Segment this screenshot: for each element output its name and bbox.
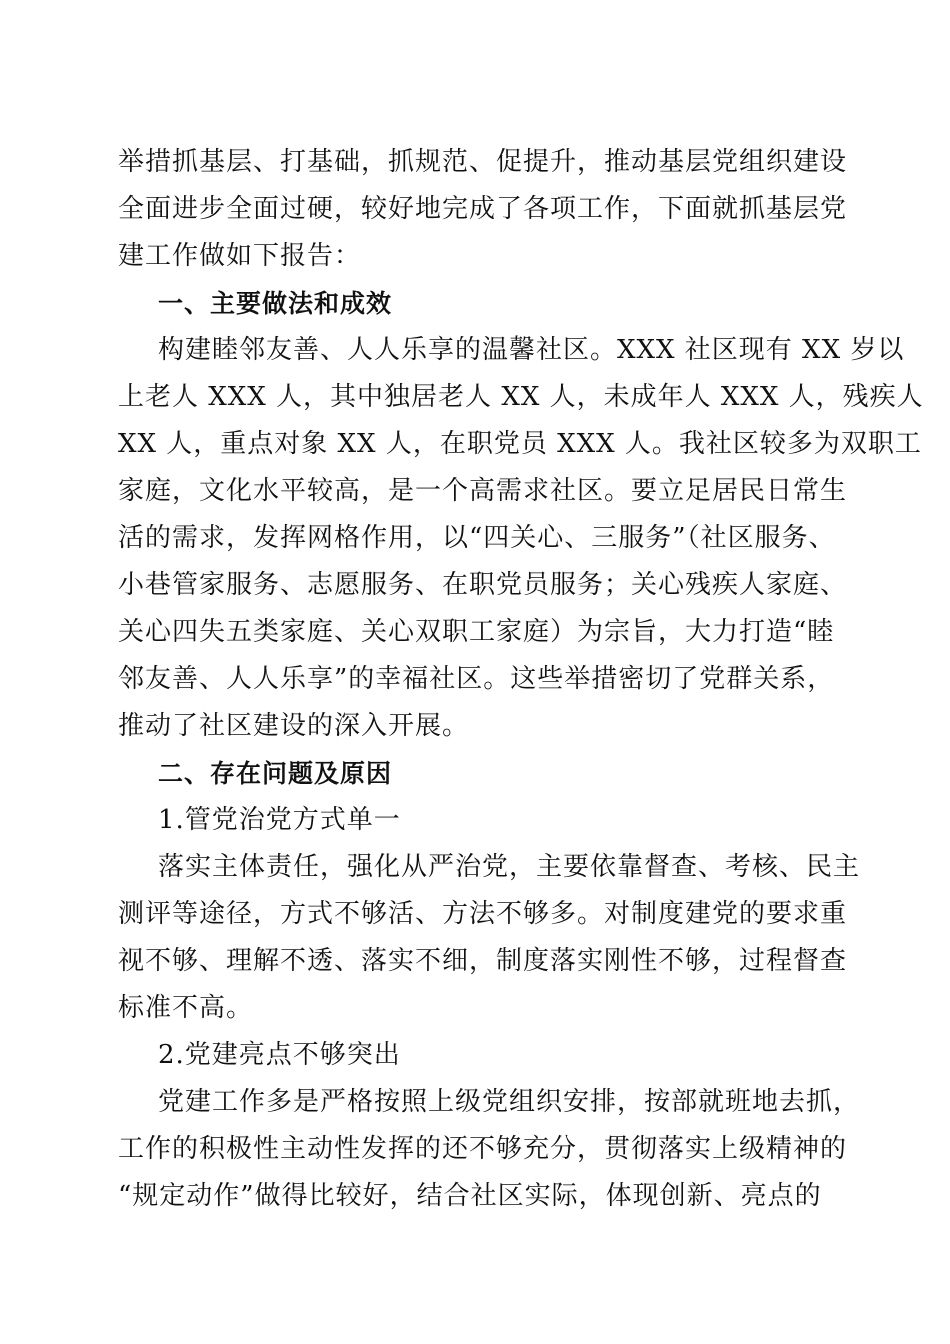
section1-line: XX 人，重点对象 XX 人，在职党员 XXX 人。我社区较多为双职工 [118, 429, 922, 459]
subsection2-title: 2.党建亮点不够突出 [158, 1040, 401, 1070]
subsection1-title: 1.管党治党方式单一 [158, 805, 401, 835]
section1-line: 关心四失五类家庭、关心双职工家庭）为宗旨，大力打造“睦 [118, 617, 835, 647]
subsection1-line: 视不够、理解不透、落实不细，制度落实刚性不够，过程督查 [118, 946, 848, 976]
subsection2-line: 工作的积极性主动性发挥的还不够充分，贯彻落实上级精神的 [118, 1134, 848, 1164]
section1-line: 小巷管家服务、志愿服务、在职党员服务；关心残疾人家庭、 [118, 570, 848, 600]
subsection1-line: 标准不高。 [118, 993, 254, 1023]
subsection2-line: 党建工作多是严格按照上级党组织安排，按部就班地去抓， [158, 1087, 861, 1117]
section1-line: 上老人 XXX 人，其中独居老人 XX 人，未成年人 XXX 人，残疾人 [118, 382, 924, 412]
subsection1-line: 落实主体责任，强化从严治党，主要依靠督查、考核、民主 [158, 852, 861, 882]
subsection1-line: 测评等途径，方式不够活、方法不够多。对制度建党的要求重 [118, 899, 848, 929]
section1-line: 家庭，文化水平较高，是一个高需求社区。要立足居民日常生 [118, 476, 848, 506]
intro-line: 举措抓基层、打基础，抓规范、促提升，推动基层党组织建设 [118, 147, 848, 177]
intro-line: 建工作做如下报告： [118, 241, 362, 271]
intro-line: 全面进步全面过硬，较好地完成了各项工作，下面就抓基层党 [118, 194, 848, 224]
section1-line: 邻友善、人人乐享”的幸福社区。这些举措密切了党群关系， [118, 664, 835, 694]
section2-heading: 二、存在问题及原因 [158, 759, 393, 788]
subsection2-line: “规定动作”做得比较好，结合社区实际，体现创新、亮点的 [118, 1181, 822, 1211]
section1-line: 构建睦邻友善、人人乐享的温馨社区。XXX 社区现有 XX 岁以 [158, 335, 905, 365]
document-body [118, 139, 924, 1220]
section1-heading: 一、主要做法和成效 [158, 289, 393, 318]
section1-line: 活的需求，发挥网格作用，以“四关心、三服务”（社区服务、 [118, 523, 836, 553]
section1-line: 推动了社区建设的深入开展。 [118, 711, 470, 741]
